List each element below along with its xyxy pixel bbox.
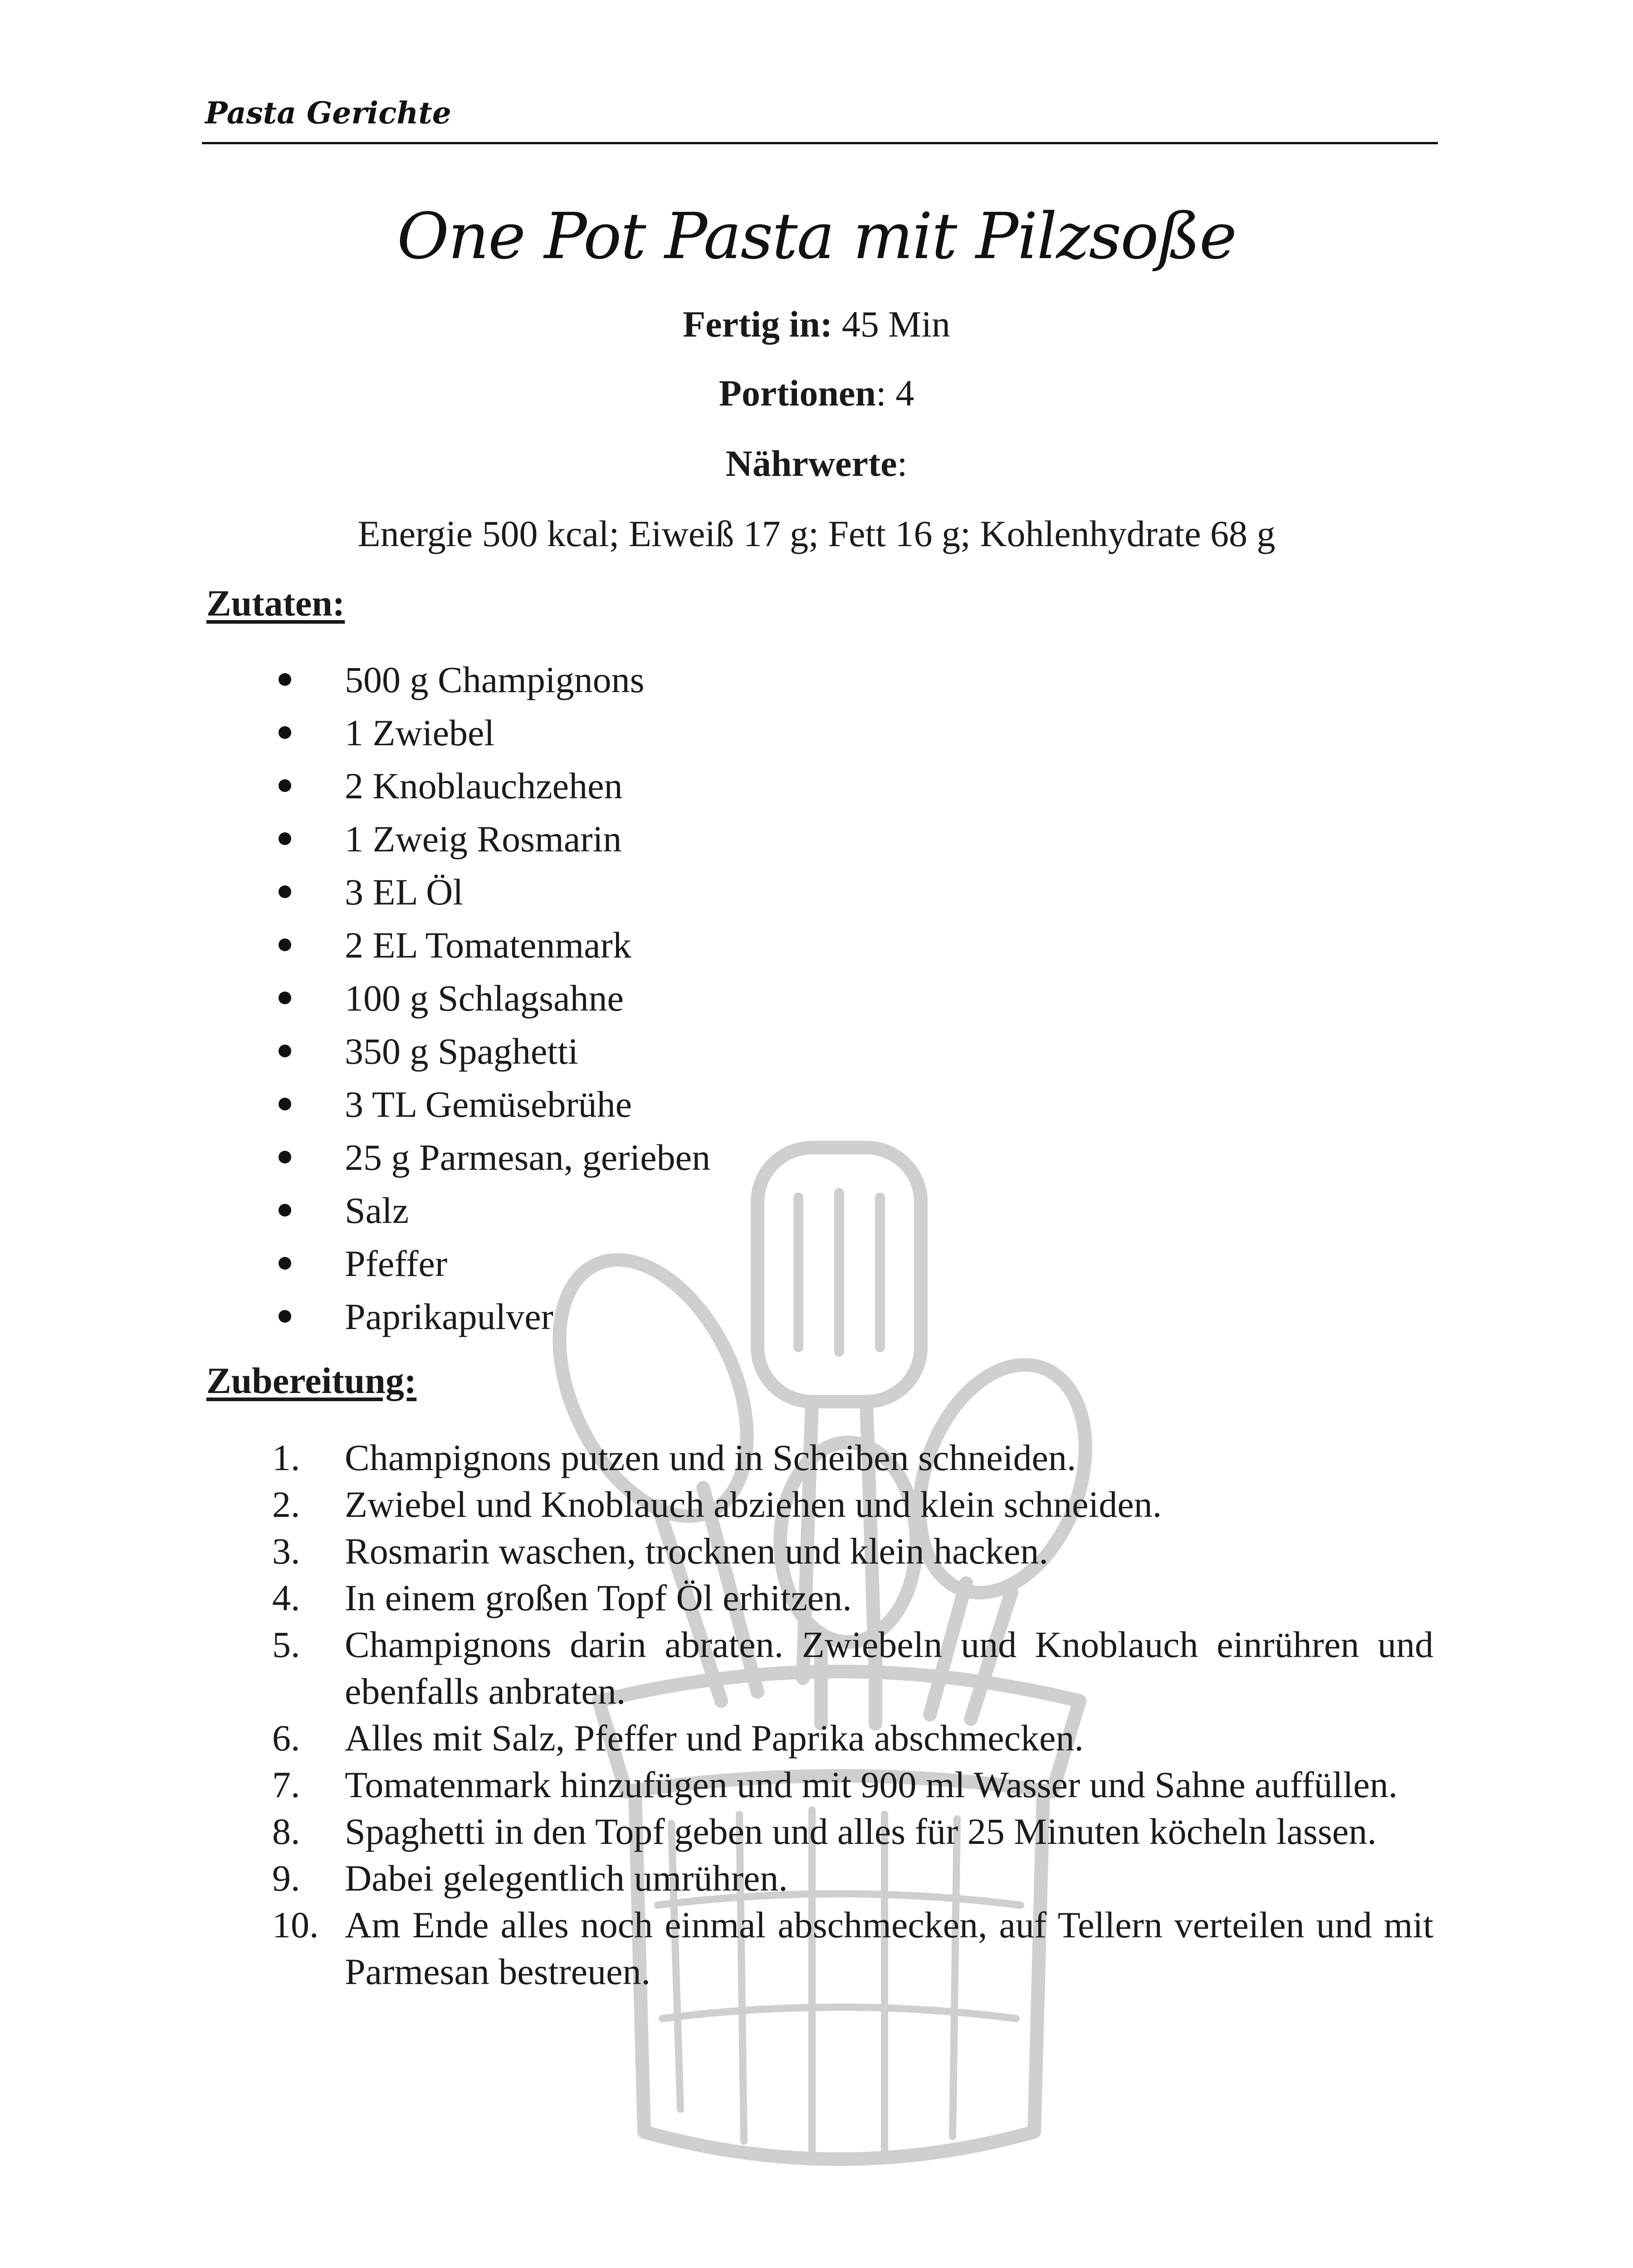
bullet-icon — [279, 1098, 291, 1110]
bullet-icon — [279, 992, 291, 1004]
step-number: 6. — [272, 1717, 300, 1759]
recipe-title: One Pot Pasta mit Pilzsoße — [397, 200, 1236, 274]
preparation-steps-list — [0, 1434, 1633, 1995]
list-item: 2 Knoblauchzehen — [0, 759, 1633, 812]
list-item — [0, 1574, 1633, 1621]
list-item: 3 EL Öl — [0, 865, 1633, 919]
list-item: Paprikapulver — [0, 1290, 1633, 1343]
ingredients-list — [0, 653, 1633, 1343]
step-number: 3. — [272, 1530, 300, 1572]
bullet-icon — [279, 673, 291, 686]
portions-line — [0, 372, 1633, 415]
list-item — [0, 1761, 1633, 1808]
bullet-icon — [279, 1045, 291, 1057]
ingredients-heading: Zutaten: — [206, 582, 345, 624]
nutrition-values: Energie 500 kcal; Eiweiß 17 g; Fett 16 g; Kohlenhydrate 68 g — [357, 513, 1276, 554]
bullet-icon — [279, 1204, 291, 1217]
portions-label: Portionen — [719, 372, 876, 414]
bullet-icon — [279, 938, 291, 951]
list-item: 500 g Champignons — [0, 653, 1633, 706]
list-item: Salz — [0, 1184, 1633, 1237]
step-text: Am Ende alles noch einmal abschmecken, auf Tellern verteilen und mit Parmesan bestreuen. — [345, 1904, 1433, 1992]
bullet-icon — [279, 832, 291, 845]
list-item: 1 Zweig Rosmarin — [0, 812, 1633, 865]
list-item: 100 g Schlagsahne — [0, 972, 1633, 1025]
step-number: 8. — [272, 1811, 300, 1852]
bullet-icon — [279, 1257, 291, 1270]
list-item — [0, 1621, 1633, 1715]
ready-time-line — [0, 303, 1633, 346]
list-item: Pfeffer — [0, 1237, 1633, 1290]
list-item: 25 g Parmesan, gerieben — [0, 1131, 1633, 1184]
list-item: 350 g Spaghetti — [0, 1025, 1633, 1078]
bullet-icon — [279, 779, 291, 792]
nutrition-label: Nährwerte — [725, 443, 897, 484]
ready-time-value: 45 Min — [832, 303, 950, 345]
bullet-icon — [279, 1151, 291, 1163]
step-text: Alles mit Salz, Pfeffer und Paprika abschmecken. — [345, 1717, 1084, 1759]
step-number: 1. — [272, 1437, 300, 1478]
step-text: Rosmarin waschen, trocknen und klein hacken. — [345, 1530, 1048, 1572]
step-text: Dabei gelegentlich umrühren. — [345, 1857, 788, 1899]
bullet-icon — [279, 885, 291, 898]
step-number: 9. — [272, 1857, 300, 1899]
list-item: 1 Zwiebel — [0, 706, 1633, 759]
ready-time-label: Fertig in: — [683, 303, 833, 345]
step-number: 5. — [272, 1624, 300, 1665]
step-text: In einem großen Topf Öl erhitzen. — [345, 1577, 852, 1618]
list-item: 2 EL Tomatenmark — [0, 919, 1633, 972]
step-text: Spaghetti in den Topf geben und alles für 25 Minuten köcheln lassen. — [345, 1811, 1377, 1852]
list-item — [0, 1434, 1633, 1481]
step-text: Champignons putzen und in Scheiben schneiden. — [345, 1437, 1076, 1478]
step-text: Zwiebel und Knoblauch abziehen und klein schneiden. — [345, 1484, 1162, 1525]
preparation-heading: Zubereitung: — [206, 1360, 417, 1401]
nutrition-colon: : — [897, 443, 908, 484]
running-header-title: Pasta Gerichte — [205, 95, 451, 131]
list-item — [0, 1808, 1633, 1855]
step-text: Tomatenmark hinzufügen und mit 900 ml Wasser und Sahne auffüllen. — [345, 1764, 1398, 1805]
header-divider — [202, 142, 1438, 144]
list-item — [0, 1528, 1633, 1574]
nutrition-heading-line — [0, 442, 1633, 485]
list-item — [0, 1715, 1633, 1761]
step-number: 10. — [272, 1904, 319, 1945]
step-number: 4. — [272, 1577, 300, 1618]
bullet-icon — [279, 1310, 291, 1323]
step-text: Champignons darin abraten. Zwiebeln und Knoblauch einrühren und ebenfalls anbraten. — [345, 1624, 1433, 1712]
bullet-icon — [279, 726, 291, 739]
list-item — [0, 1901, 1633, 1995]
step-number: 7. — [272, 1764, 300, 1805]
list-item — [0, 1855, 1633, 1901]
list-item — [0, 1481, 1633, 1528]
step-number: 2. — [272, 1484, 300, 1525]
list-item: 3 TL Gemüsebrühe — [0, 1078, 1633, 1131]
portions-value: : 4 — [875, 372, 914, 414]
